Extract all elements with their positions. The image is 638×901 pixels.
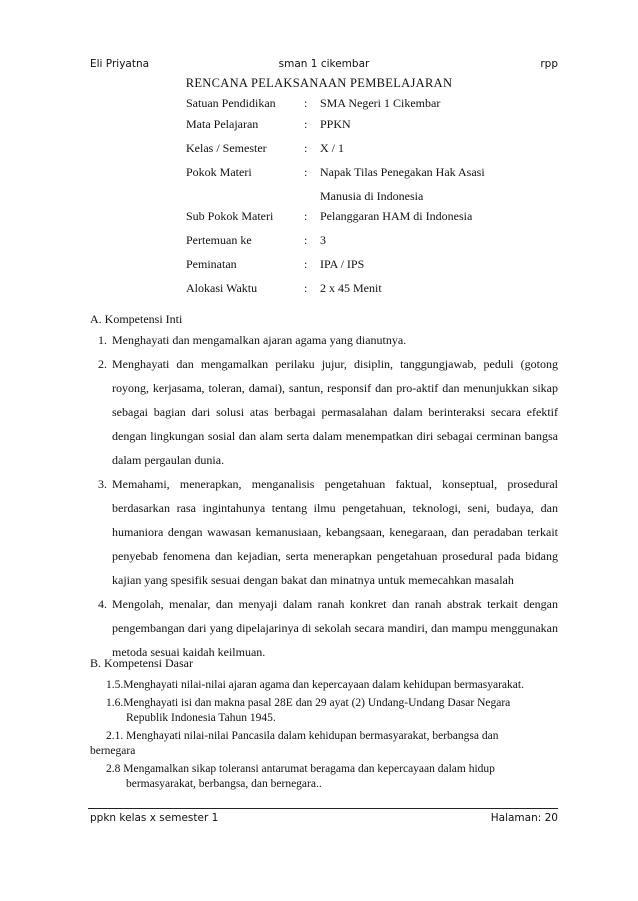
list-item: [90, 729, 562, 760]
list-item-text: Memahami, menerapkan, menganalisis pengetahuan faktual, konseptual, prosedural berdasarkan rasa ingintahunya tentang ilmu pengetahuan, teknologi, seni, budaya, dan humaniora dengan wawasan kemanusiaan, kebangsaan, kenegaraan, dan peradaban terkait penyebab fenomena dan kejadian, serta menerapkan pengetahuan prosedural pada bidang kajian yang spesifik sesuai dengan bakat dan minatnya untuk memecahkan masalah: [112, 477, 558, 587]
identity-value: 3: [320, 233, 326, 247]
list-item-text: Menghayati dan mengamalkan perilaku jujur, disiplin, tanggungjawab, peduli (gotong royong, kerjasama, toleran, damai), santun, responsif dan pro-aktif dan menunjukkan sikap sebagai bagian dari solusi atas berbagai permasalahan dalam berinteraksi secara efektif dengan lingkungan sosial dan alam serta dalam menempatkan diri sebagai cerminan bangsa dalam pergaulan dunia.: [112, 357, 558, 467]
list-item-number: 3.: [98, 477, 107, 491]
document-title: RENCANA PELAKSANAAN PEMBELAJARAN: [185, 76, 453, 90]
list-item-text: 1.5.Menghayati nilai-nilai ajaran agama dan kepercayaan dalam kehidupan bermasyarakat.: [106, 679, 524, 691]
list-item: [90, 592, 558, 664]
kompetensi-inti-list: [90, 328, 558, 664]
list-item-number: 4.: [98, 597, 107, 611]
list-item: [90, 352, 558, 472]
identity-label: Pertemuan ke: [186, 233, 252, 247]
identity-value: Napak Tilas Penegakan Hak Asasi: [320, 165, 485, 179]
kompetensi-dasar-list: [90, 678, 562, 795]
identity-separator: :: [304, 233, 308, 247]
identity-separator: :: [304, 141, 308, 155]
identity-separator: :: [304, 257, 308, 271]
list-item-text: Menghayati dan mengamalkan ajaran agama yang dianutnya.: [112, 333, 407, 347]
footer-page-number: Halaman: 20: [490, 812, 558, 824]
identity-label: Alokasi Waktu: [186, 281, 258, 295]
identity-value: IPA / IPS: [320, 257, 365, 271]
list-item-text-continuation: bermasyarakat, berbangsa, dan bernegara..: [126, 778, 322, 790]
identity-separator: :: [304, 165, 308, 179]
identity-label: Kelas / Semester: [186, 141, 267, 155]
identity-label: Peminatan: [186, 257, 237, 271]
identity-label: Satuan Pendidikan: [186, 96, 276, 110]
list-item-text-continuation: bernegara: [90, 745, 136, 757]
list-item-text: 2.8 Mengamalkan sikap toleransi antarumat beragama dan kepercayaan dalam hidup: [106, 762, 495, 775]
identity-value: PPKN: [320, 117, 351, 131]
identity-value: SMA Negeri 1 Cikembar: [320, 96, 441, 110]
identity-label: Pokok Materi: [186, 165, 252, 179]
list-item-text-continuation: Republik Indonesia Tahun 1945.: [126, 712, 276, 724]
header-doc-type: rpp: [540, 58, 558, 70]
identity-value: X / 1: [320, 141, 344, 155]
identity-value: 2 x 45 Menit: [320, 281, 382, 295]
footer-divider: [88, 808, 558, 809]
identity-label: Sub Pokok Materi: [186, 209, 274, 223]
list-item-number: 1.: [98, 333, 107, 347]
list-item: [106, 696, 562, 727]
section-heading-kompetensi-dasar: B. Kompetensi Dasar: [90, 656, 193, 670]
identity-separator: :: [304, 209, 308, 223]
identity-separator: :: [304, 281, 308, 295]
list-item: [106, 762, 562, 793]
header-school: sman 1 cikembar: [278, 58, 370, 70]
footer-course: ppkn kelas x semester 1: [90, 812, 219, 824]
list-item: [106, 678, 562, 694]
list-item: [90, 328, 558, 352]
identity-value: Pelanggaran HAM di Indonesia: [320, 209, 473, 223]
identity-separator: :: [304, 96, 308, 110]
list-item: [90, 472, 558, 592]
header-author: Eli Priyatna: [90, 58, 150, 70]
list-item-text: Mengolah, menalar, dan menyaji dalam ranah konkret dan ranah abstrak terkait dengan pengembangan dari yang dipelajarinya di sekolah secara mandiri, dan mampu menggunakan metoda sesuai kaidah keilmuan.: [112, 597, 558, 659]
list-item-text: 1.6.Menghayati isi dan makna pasal 28E dan 29 ayat (2) Undang-Undang Dasar Negara: [106, 696, 511, 709]
identity-separator: :: [304, 117, 308, 131]
identity-value-continuation: Manusia di Indonesia: [320, 189, 424, 203]
identity-label: Mata Pelajaran: [186, 117, 259, 131]
section-heading-kompetensi-inti: A. Kompetensi Inti: [90, 312, 183, 326]
list-item-number: 2.: [98, 357, 107, 371]
list-item-text: 2.1. Menghayati nilai-nilai Pancasila dalam kehidupan bermasyarakat, berbangsa dan: [106, 729, 499, 742]
